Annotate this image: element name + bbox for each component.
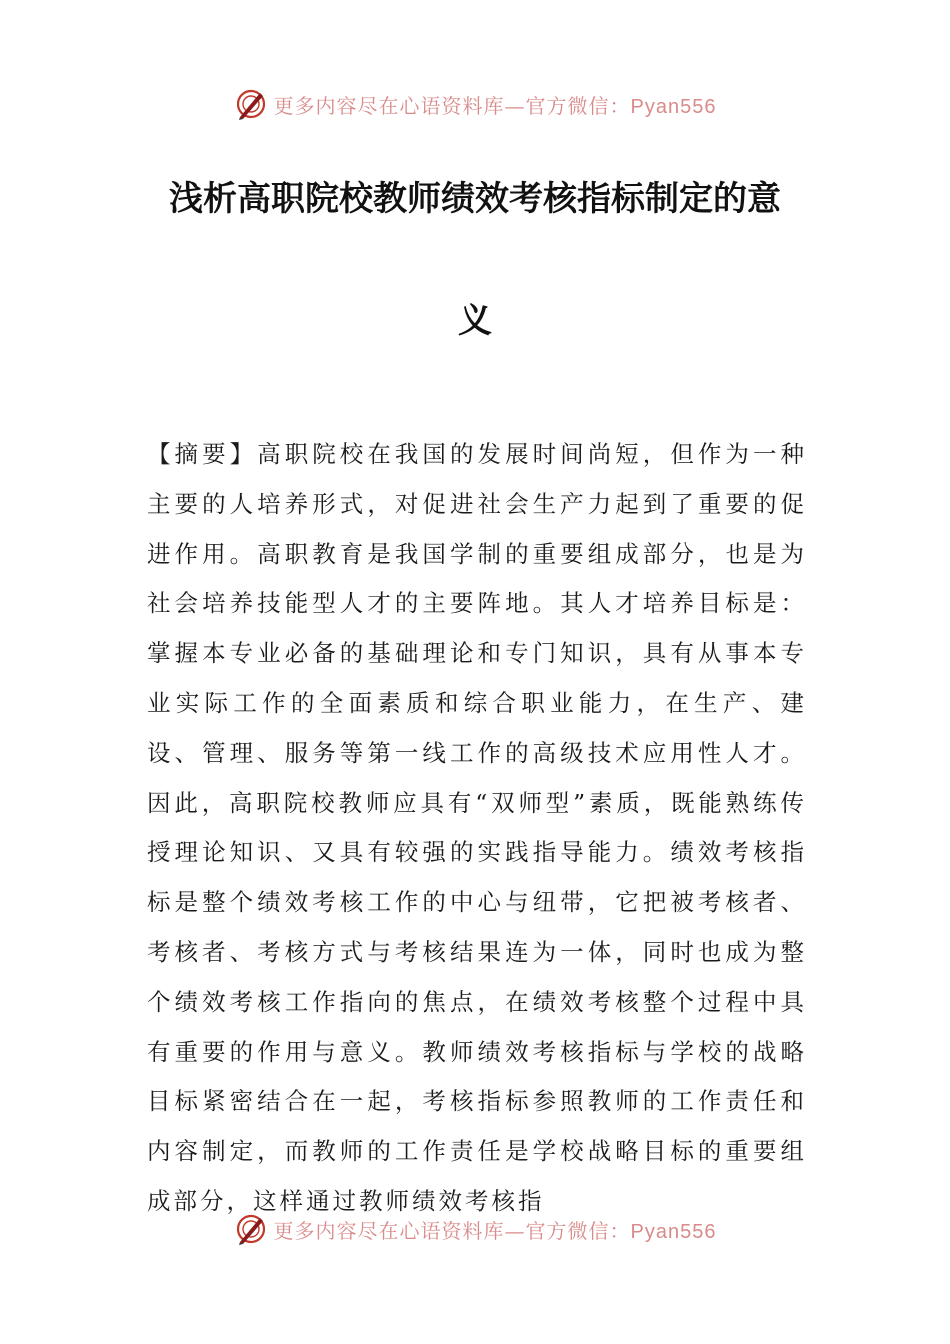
wechat-id: Pyan556 xyxy=(630,95,717,118)
document-title-line2: 义 xyxy=(458,301,492,341)
pen-logo-icon xyxy=(234,87,268,121)
wechat-id: Pyan556 xyxy=(630,1220,717,1243)
document-title-line1: 浅析高职院校教师绩效考核指标制定的意 xyxy=(169,179,781,219)
pen-logo-icon xyxy=(234,1212,268,1246)
header-banner xyxy=(0,84,950,124)
footer-banner xyxy=(0,1209,950,1249)
header-banner-text: 更多内容尽在心语资料库—官方微信：Pyan556 xyxy=(273,93,717,118)
abstract-paragraph: 【摘要】高职院校在我国的发展时间尚短，但作为一种主要的人培养形式，对促进社会生产力起到了重要的促进作用。高职教育是我国学制的重要组成部分，也是为社会培养技能型人才的主要阵地。其人才培养目标是：掌握本专业必备的基础理论和专门知识，具有从事本专业实际工作的全面素质和综合职业能力，在生产、建设、管理、服务等第一线工作的高级技术应用性人才。因此，高职院校教师应具有“双师型”素质，既能熟练传授理论知识、又具有较强的实践指导能力。绩效考核指标是整个绩效考核工作的中心与纽带，它把被考核者、考核者、考核方式与考核结果连为一体，同时也成为整个绩效考核工作指向的焦点，在绩效考核整个过程中具有重要的作用与意义。教师绩效考核指标与学校的战略目标紧密结合在一起，考核指标参照教师的工作责任和内容制定，而教师的工作责任是学校战略目标的重要组成部分，这样通过教师绩效考核指 xyxy=(147,440,807,1215)
footer-banner-text: 更多内容尽在心语资料库—官方微信：Pyan556 xyxy=(273,1218,717,1243)
